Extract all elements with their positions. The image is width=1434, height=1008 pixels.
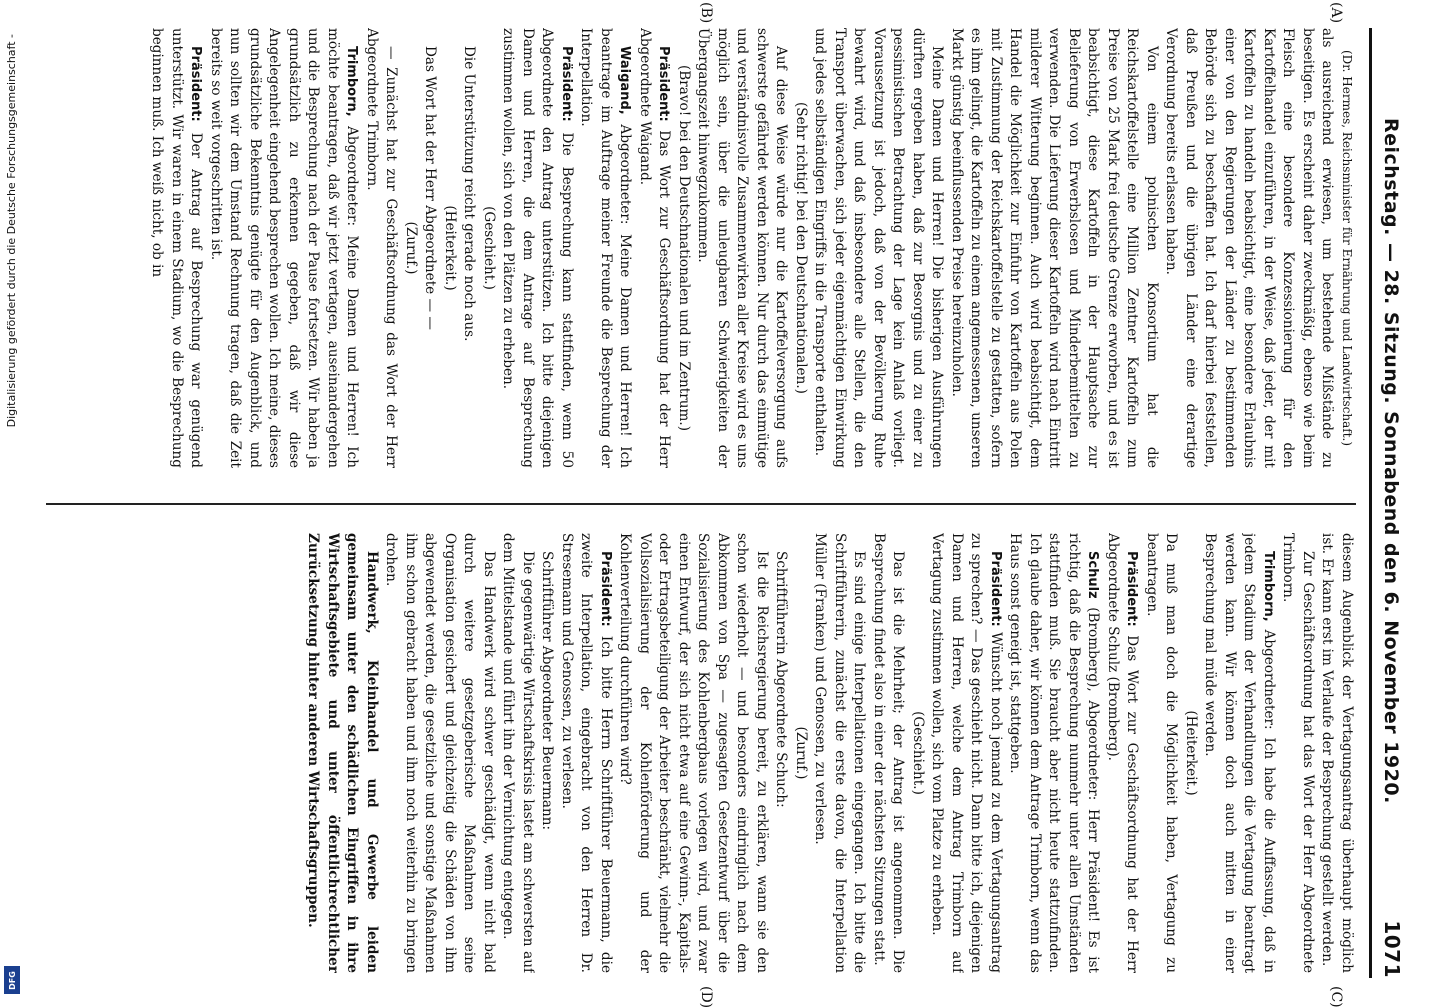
speaker-name: Präsident:	[598, 551, 613, 627]
paragraph: — Zunächst hat zur Geschäftsordnung das Wort der Herr Abgeordnete Trimborn.	[364, 28, 400, 468]
reaction: (Zuruf.)	[793, 726, 809, 780]
paragraph: Schriftführer Abgeordneter Beuermann:	[539, 551, 556, 831]
paragraph: Abgeordneter: Meine Damen und Herren! Ich möchte beantragen, daß wir jetzt vertagen, auseinandergehen und die Besprechung nach der Pause fortsetzen. Wir haben ja grundsätzlich zu erkennen gegeben, daß wir diese Angelegenheit eingehend besprechen wollen. Ich meine, dieses grundsätzliche Bekenntnis genügte für den Augenblick, und nun sollten wir dem Umstand Rechnung tragen, daß die Zeit bereits so weit vorgeschritten ist.	[208, 28, 361, 468]
paragraph: Von einem polnischen Konsortium hat die Reichskartoffelstelle eine Million Zentner Kartoffeln zum Preise von 25 Mark frei deutsche Grenze erworben, und es ist beabsichtigt, diese Kartoffeln in der Hauptsache zur Belieferung von Erwerbslosen und Minderbemittelten zu verwenden. Die Lieferung dieser Kartoffeln wird nach Eintritt milderer Witterung beginnen. Auch wird beabsichtigt, dem Handel die Möglichkeit zur Einfuhr von Kartoffeln aus Polen mit Zustimmung der Reichskartoffelstelle zu gestatten, sofern es ihm gelingt, die Kartoffeln zu einem angemessenen, unseren Markt günstig beeinflussenden Preise hereinzuholen.	[949, 28, 1160, 468]
column-divider	[46, 503, 1356, 505]
paragraph: Ist die Reichsregierung bereit, zu erklären, wann sie den schon wiederholt — und besonders eindringlich nach dem Abkommen von Spa — zugesagten Gesetzentwurf über die Sozialisierung des Kohlenbergbaus vorlegen wird, und zwar einen Entwurf, der sich nicht etwa auf eine Gewinn-, Kapitals- oder Ertragsbeteiligung der Arbeiter beschränkt, vielmehr die Vollsozialisierung der Kohlenförderung und der Kohlenverteilung durchführen wird?	[617, 533, 770, 973]
speaker-name: Präsident:	[188, 46, 204, 122]
paragraph: Die gegenwärtige Wirtschaftskrisis lastet am schwersten auf dem Mittelstande und führt ihn der Vernichtung entgegen.	[500, 533, 536, 973]
paragraph: Abgeordneter: Meine Damen und Herren! Ich beantrage im Auftrage meiner Freunde die Besprechung der Interpellation.	[578, 28, 634, 468]
paragraph: Schriftführerin Abgeordnete Schuch:	[773, 551, 790, 808]
paragraph: (Bromberg), Abgeordneter: Herr Präsident! Es ist richtig, daß die Besprechung nunmehr unter allen Umständen stattfinden muß. Sie braucht aber nicht heute stattzufinden. Ich glaube daher, wir können dem Antrage Trimborn, wenn das Haus sonst geneigt ist, stattgeben.	[1007, 533, 1102, 973]
paragraph: Auf diese Weise würde nur die Kartoffelversorgung aufs schwerste gefährdet werden können. Nur durch das einmütige und verständnisvolle Zusammenwirken aller Kreise wird es uns möglich sein, über die unleugbaren Schwierigkeiten der Übergangszeit hinwegzukommen.	[695, 28, 790, 468]
speaker-name: Präsident:	[988, 551, 1003, 627]
speaker-name: Präsident:	[656, 46, 672, 122]
left-column	[46, 28, 1356, 468]
right-column	[46, 533, 1356, 973]
speaker-name: Schulz	[1085, 551, 1101, 599]
page-number: 1071	[1380, 920, 1404, 978]
paragraph: Abgeordneter: Ich habe die Auffassung, daß in jedem Stadium der Verhandlungen die Vertagung beantragt werden kann. Wir können doch auch mitten in einer Besprechung mal müde werden.	[1202, 533, 1277, 973]
paragraph: Das Wort zur Geschäftsordnung hat der Herr Abgeordnete Waigand.	[637, 28, 673, 468]
margin-marker-b: (B)	[698, 2, 714, 24]
scan-area	[14, 2, 1414, 1008]
footer-strip	[2, 0, 22, 1000]
paragraph: Meine Damen und Herren! Die bisherigen Ausführungen dürften ergeben haben, daß zur Besorgnis und zu einer zu pessimistischen Betrachtung der Lage kein Anlaß vorliegt. Voraussetzung ist jedoch, daß von der Bevölkerung Ruhe bewahrt wird, und daß insbesondere alle Stellen, die den Transport überwachen, sich jeder eigenmächtigen Einwirkung und jedes selbständigen Eingriffs in die Transporte enthalten.	[812, 28, 946, 468]
paragraph: Da muß man doch die Möglichkeit haben, Vertagung zu beantragen.	[1144, 533, 1180, 973]
page-title: Reichstag. — 28. Sitzung. Sonnabend den 6. November 1920.	[1380, 118, 1402, 804]
paragraph: Ich bitte Herrn Schriftführer Beuermann, die zweite Interpellation, eingebracht von den Herren Dr. Stresemann und Genossen, zu verlesen.	[559, 533, 614, 973]
paragraph: Handwerk, Kleinhandel und Gewerbe leiden gemeinsam unter den schädlichen Eingriffen in ihre Wirtschaftsgebiete und unter öffentlichrechtlicher Zurücksetzung hinter anderen Wirtschaftsgruppen.	[305, 533, 380, 973]
paragraph: Zur Geschäftsordnung hat das Wort der Herr Abgeordnete Trimborn.	[1280, 533, 1316, 973]
paragraph: diesem Augenblick der Vertagungsantrag überhaupt möglich ist. Er kann erst im Verlaufe der Besprechung gestellt werden.	[1319, 533, 1355, 973]
reaction: (Zuruf.)	[403, 221, 419, 275]
speaker-name: Waigand,	[617, 46, 633, 115]
reaction: (Sehr richtig! bei den Deutschnationalen.)	[793, 102, 809, 394]
speaker-name: Präsident:	[559, 46, 574, 122]
dfg-logo-text: DFG	[7, 970, 17, 990]
paragraph: Der Antrag auf Besprechung war genügend unterstützt. Wir waren in einem Stadium, wo die Besprechung beginnen muß. Ich weiß nicht, ob in	[149, 28, 205, 468]
reaction: (Geschieht.)	[910, 711, 926, 795]
footer-credit: Digitalisierung gefördert durch die Deutsche Forschungsgemeinschaft -	[5, 34, 18, 428]
dfg-logo-icon	[4, 966, 20, 994]
reaction: (Bravo! bei den Deutschnationalen und im Zentrum.)	[676, 64, 692, 432]
paragraph: Das ist die Mehrheit; der Antrag ist angenommen. Die Besprechung findet also in einer der nächsten Sitzungen statt.	[871, 533, 907, 973]
paragraph: Das Wort hat der Herr Abgeordnete — —	[422, 46, 439, 331]
speaker-name: Trimborn,	[344, 46, 360, 117]
paragraph: Die Unterstützung reicht gerade noch aus.	[461, 46, 478, 342]
speaker-intro: (Dr. Hermes, Reichsminister für Ernährung und Landwirtschaft.)	[1340, 49, 1354, 447]
reaction: (Heiterkeit.)	[1183, 710, 1199, 796]
paragraph: Das Wort zur Geschäftsordnung hat der Herr Abgeordnete Schulz (Bromberg).	[1105, 533, 1141, 973]
margin-marker-c: (C)	[1328, 986, 1344, 1008]
paragraph: Das Handwerk wird schwer geschädigt, wenn nicht bald durch weitere gesetzgeberische Maßnahmen seine Organisation gesichert und gleichzeitig die Schäden von ihm abgewendet werden, die gesetzliche und sonstige Maßnahmen ihm schon gebracht haben und ihm noch weiterhin zu bringen drohen.	[383, 533, 497, 973]
page-header	[1369, 28, 1414, 978]
speaker-name: Trimborn,	[1261, 551, 1276, 622]
reaction: (Geschieht.)	[481, 206, 497, 290]
paragraph: Wünscht noch jemand zu dem Vertagungsantrag zu sprechen? — Das geschieht nicht. Dann bitte ich, diejenigen Damen und Herren, welche dem Antrag Trimborn auf Vertagung zustimmen wollen, sich vom Platze zu erheben.	[929, 533, 1004, 973]
margin-marker-d: (D)	[698, 986, 714, 1008]
reaction: (Heiterkeit.)	[442, 205, 458, 291]
paragraph: als ausreichend erwiesen, um bestehende Mißstände zu beseitigen. Es erscheint daher zweckmäßig, ebenso wie beim Fleisch eine besondere Konzessionierung für den Kartoffelhandel einzuführen, in der Weise, daß jeder, der mit Kartoffeln zu handeln beabsichtigt, eine besondere Erlaubnis einer von den Regierungen der Länder zu bestimmenden Behörde sich zu beschaffen hat. Ich darf hierbei feststellen, daß Preußen und die übrigen Länder eine derartige Verordnung bereits erlassen haben.	[1163, 28, 1336, 468]
paragraph: Die Besprechung kann stattfinden, wenn 50 Abgeordnete den Antrag unterstützen. Ich bitte diejenigen Damen und Herren, die dem Antrage auf Besprechung zustimmen wollen, sich von den Plätzen zu erheben.	[500, 28, 575, 468]
margin-marker-a: (A)	[1328, 2, 1344, 24]
paragraph: Es sind einige Interpellationen eingegangen. Ich bitte die Schriftführerin, zunächst die erste davon, die Interpellation Müller (Franken) und Genossen, zu verlesen.	[812, 533, 868, 973]
speaker-name: Präsident:	[1124, 551, 1140, 627]
